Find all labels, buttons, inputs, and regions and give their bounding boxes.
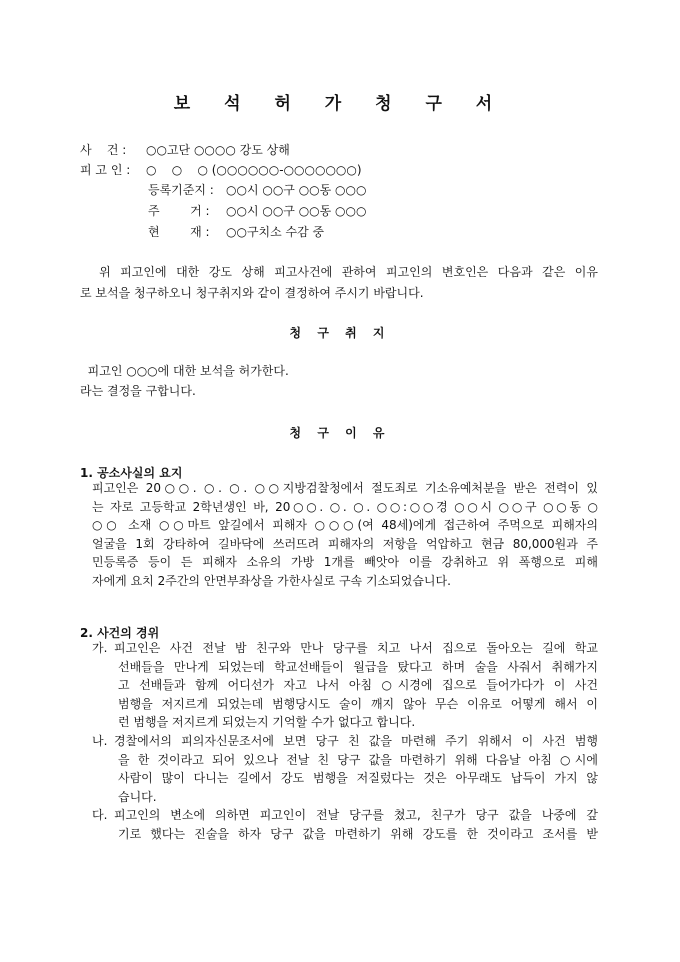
- list-item-line: 사람이 많이 다니는 길에서 강도 범행을 저질렀다는 것은 아무래도 납득이 가지 않: [118, 771, 598, 786]
- list-item-line: 범행을 저지르게 되었는데 범행당시도 술이 깨지 않아 무슨 이유로 어떻게 해서 이: [118, 696, 598, 711]
- purpose-heading: 청 구 취 지: [289, 326, 391, 340]
- current-value: ○○구치소 수감 중: [226, 225, 325, 239]
- defendant-label: 피 고 인 :: [80, 163, 131, 177]
- list-marker: 가.: [92, 641, 108, 655]
- purpose-line: 라는 결정을 구합니다.: [80, 384, 196, 398]
- list-item-line: 습니다.: [118, 789, 157, 804]
- current-label: 현 재 :: [148, 225, 210, 239]
- list-item-line: 경찰에서의 피의자신문조서에 보면 당구 친 값을 마련해 주기 위해서 이 사건 범행: [114, 734, 598, 748]
- address-label: 주 거 :: [148, 204, 210, 218]
- registry-value: ○○시 ○○구 ○○동 ○○○: [226, 183, 367, 197]
- document-title: 보 석 허 가 청 구 서: [173, 94, 507, 114]
- defendant-value: ○ ○ ○ (○○○○○○-○○○○○○○): [146, 163, 362, 177]
- section1-line: 얼굴을 1회 강타하여 길바닥에 쓰러뜨려 피해자의 저항을 억압하고 현금 80,000원과 주: [92, 536, 598, 551]
- address-value: ○○시 ○○구 ○○동 ○○○: [226, 204, 367, 218]
- list-marker: 다.: [92, 808, 108, 823]
- registry-label: 등록기준지 :: [148, 183, 214, 197]
- section1-line: ○○ 소재 ○○마트 앞길에서 피해자 ○○○(여 48세)에게 접근하여 주먹으로 피해자의: [92, 518, 598, 532]
- list-marker: 나.: [92, 734, 108, 748]
- list-item-line: 기로 했다는 진술을 하자 당구 값을 마련하기 위해 강도를 한 것이라고 조서를 받: [118, 827, 598, 841]
- list-item-line: 런 범행을 저지르게 되었는지 기억할 수가 없다고 합니다.: [118, 715, 416, 730]
- intro-line: 로 보석을 청구하오니 청구취지와 같이 결정하여 주시기 바랍니다.: [80, 286, 424, 300]
- section1-line: 자에게 요치 2주간의 안면부좌상을 가한사실로 구속 기소되었습니다.: [92, 573, 451, 588]
- list-item-line: 선배들을 만나게 되었는데 학교선배들이 월급을 탔다고 하며 술을 사줘서 취해가지: [118, 659, 598, 674]
- reasons-heading: 청 구 이 유: [289, 426, 391, 440]
- purpose-line: 피고인 ○○○에 대한 보석을 허가한다.: [80, 364, 289, 378]
- list-item-line: 을 한 것이라고 되어 있으나 전날 친 당구 값을 마련하기 위해 다음날 아침 ○시에: [118, 752, 598, 767]
- case-label: 사 건 :: [80, 143, 127, 157]
- section1-line: 는 자로 고등학교 2학년생인 바, 20○○. ○. ○. ○○:○○경 ○○시 ○○구 ○○동 ○: [92, 499, 598, 514]
- list-item-line: 피고인은 사건 전날 밤 친구와 만나 당구를 치고 나서 집으로 돌아오는 길에 학교: [114, 641, 598, 655]
- section1-line: 피고인은 20○○. ○. ○. ○○지방검찰청에서 절도죄로 기소유예처분을 받은 전력이 있: [92, 481, 598, 495]
- case-value: ○○고단 ○○○○ 강도 상해: [146, 143, 290, 157]
- section2-heading: 2. 사건의 경위: [80, 626, 160, 640]
- list-item-line: 고 선배들과 함께 어디선가 자고 나서 아침 ○시경에 집으로 들어가다가 이 사건: [118, 678, 598, 693]
- list-item-line: 피고인의 변소에 의하면 피고인이 전날 당구를 쳤고, 친구가 당구 값을 나중에 갚: [114, 808, 598, 823]
- section1-heading: 1. 공소사실의 요지: [80, 466, 183, 480]
- intro-line: 위 피고인에 대한 강도 상해 피고사건에 관하여 피고인의 변호인은 다음과 같은 이유: [80, 265, 598, 279]
- section1-line: 민등록증 등이 든 피해자 소유의 가방 1개를 빼앗아 이를 강취하고 위 폭행으로 피해: [92, 555, 598, 569]
